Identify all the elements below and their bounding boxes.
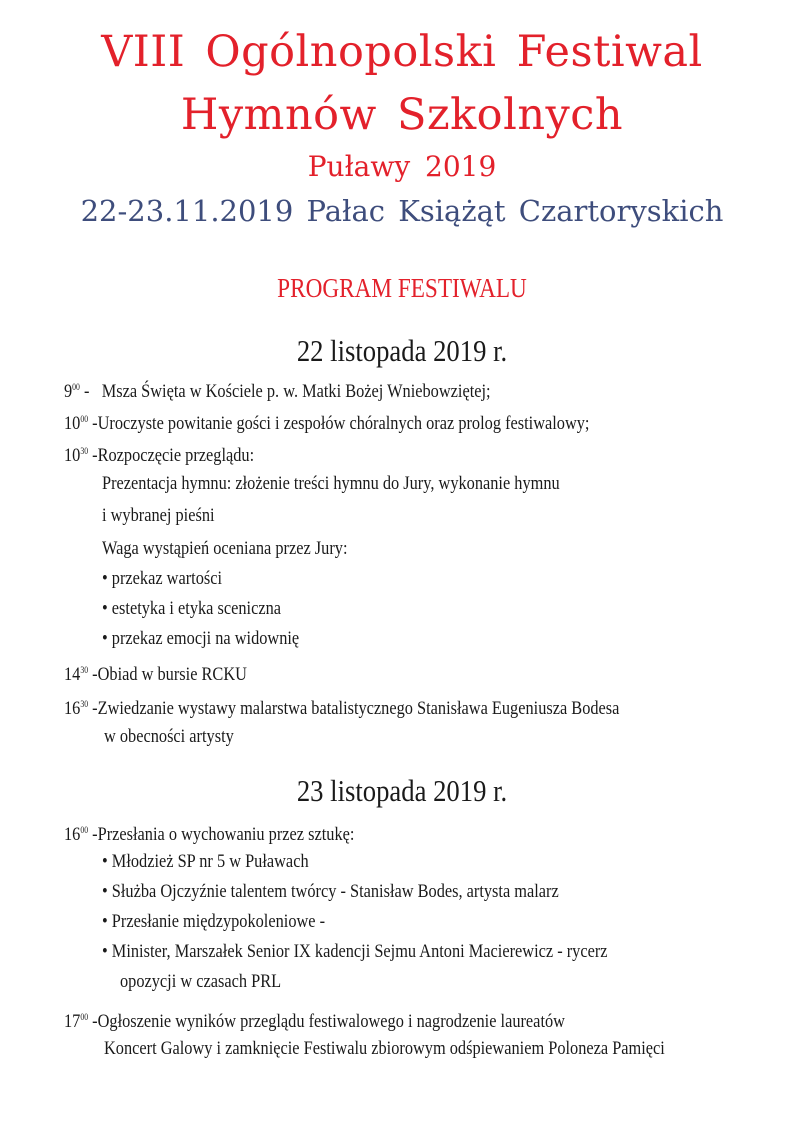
item-minutes: 00 bbox=[80, 1012, 89, 1022]
item-text: Zwiedzanie wystawy malarstwa batalistycznego Stanisława Eugeniusza Bodesa bbox=[97, 698, 620, 719]
item-hour: 14 bbox=[64, 664, 81, 685]
detail-line: Prezentacja hymnu: złożenie treści hymnu do Jury, wykonanie hymnu bbox=[102, 473, 560, 494]
item-text: Ogłoszenie wyników przeglądu festiwalowego i nagrodzenie laureatów bbox=[97, 1011, 565, 1032]
bullet-item: • Przesłanie międzypokoleniowe - bbox=[102, 911, 326, 932]
schedule-item bbox=[64, 816, 354, 849]
item-text: Rozpoczęcie przeglądu: bbox=[97, 445, 255, 466]
day-heading-2: 23 listopada 2019 r. bbox=[296, 773, 508, 808]
schedule-item bbox=[64, 656, 247, 689]
schedule-item bbox=[64, 690, 619, 723]
item-minutes: 00 bbox=[80, 414, 89, 424]
festival-dates-venue: 22-23.11.2019 Pałac Książąt Czartoryskich bbox=[80, 194, 724, 228]
bullet-continuation: opozycji w czasach PRL bbox=[120, 971, 282, 992]
item-separator: - bbox=[88, 664, 98, 685]
item-text: Uroczyste powitanie gości i zespołów chóralnych oraz prolog festiwalowy; bbox=[97, 413, 590, 434]
item-hour: 10 bbox=[64, 413, 81, 434]
item-separator: - bbox=[88, 445, 98, 466]
festival-title-line1: VIII Ogólnopolski Festiwal bbox=[101, 27, 703, 77]
bullet-item: • przekaz emocji na widownię bbox=[102, 628, 300, 649]
schedule-item bbox=[64, 1003, 565, 1036]
item-separator: - bbox=[88, 824, 98, 845]
item-hour: 17 bbox=[64, 1011, 81, 1032]
bullet-item: • Minister, Marszałek Senior IX kadencji Sejmu Antoni Macierewicz - rycerz bbox=[102, 941, 608, 962]
item-text: Msza Święta w Kościele p. w. Matki Bożej Wniebowziętej; bbox=[101, 381, 491, 402]
item-minutes: 30 bbox=[80, 446, 89, 456]
bullet-item: • Służba Ojczyźnie talentem twórcy - Stanisław Bodes, artysta malarz bbox=[102, 881, 559, 902]
item-separator: - bbox=[79, 381, 94, 402]
item-minutes: 30 bbox=[80, 665, 89, 675]
item-hour: 10 bbox=[64, 445, 81, 466]
item-minutes: 00 bbox=[72, 382, 80, 392]
detail-line: i wybranej pieśni bbox=[102, 505, 215, 526]
item-separator: - bbox=[88, 698, 98, 719]
bullet-item: • przekaz wartości bbox=[102, 568, 223, 589]
program-heading: PROGRAM FESTIWALU bbox=[277, 273, 527, 303]
item-hour: 16 bbox=[64, 824, 81, 845]
bullet-item: • Młodzież SP nr 5 w Puławach bbox=[102, 851, 309, 872]
continuation-line: Koncert Galowy i zamknięcie Festiwalu zbiorowym odśpiewaniem Poloneza Pamięci bbox=[104, 1038, 665, 1059]
day-heading-1: 22 listopada 2019 r. bbox=[296, 333, 508, 368]
item-separator: - bbox=[88, 1011, 98, 1032]
schedule-item bbox=[64, 437, 254, 470]
continuation-line: w obecności artysty bbox=[104, 726, 234, 747]
festival-title-line2: Hymnów Szkolnych bbox=[180, 90, 624, 140]
schedule-item bbox=[64, 373, 491, 406]
schedule-item bbox=[64, 405, 589, 438]
item-minutes: 00 bbox=[80, 825, 89, 835]
item-minutes: 30 bbox=[80, 699, 89, 709]
item-text: Przesłania o wychowaniu przez sztukę: bbox=[97, 824, 355, 845]
item-hour: 16 bbox=[64, 698, 81, 719]
item-hour: 9 bbox=[64, 381, 73, 402]
item-text: Obiad w bursie RCKU bbox=[97, 664, 247, 685]
bullet-item: • estetyka i etyka sceniczna bbox=[102, 598, 282, 619]
item-separator: - bbox=[88, 413, 98, 434]
festival-city-year: Puławy 2019 bbox=[307, 150, 497, 183]
detail-line: Waga wystąpień oceniana przez Jury: bbox=[102, 538, 348, 559]
